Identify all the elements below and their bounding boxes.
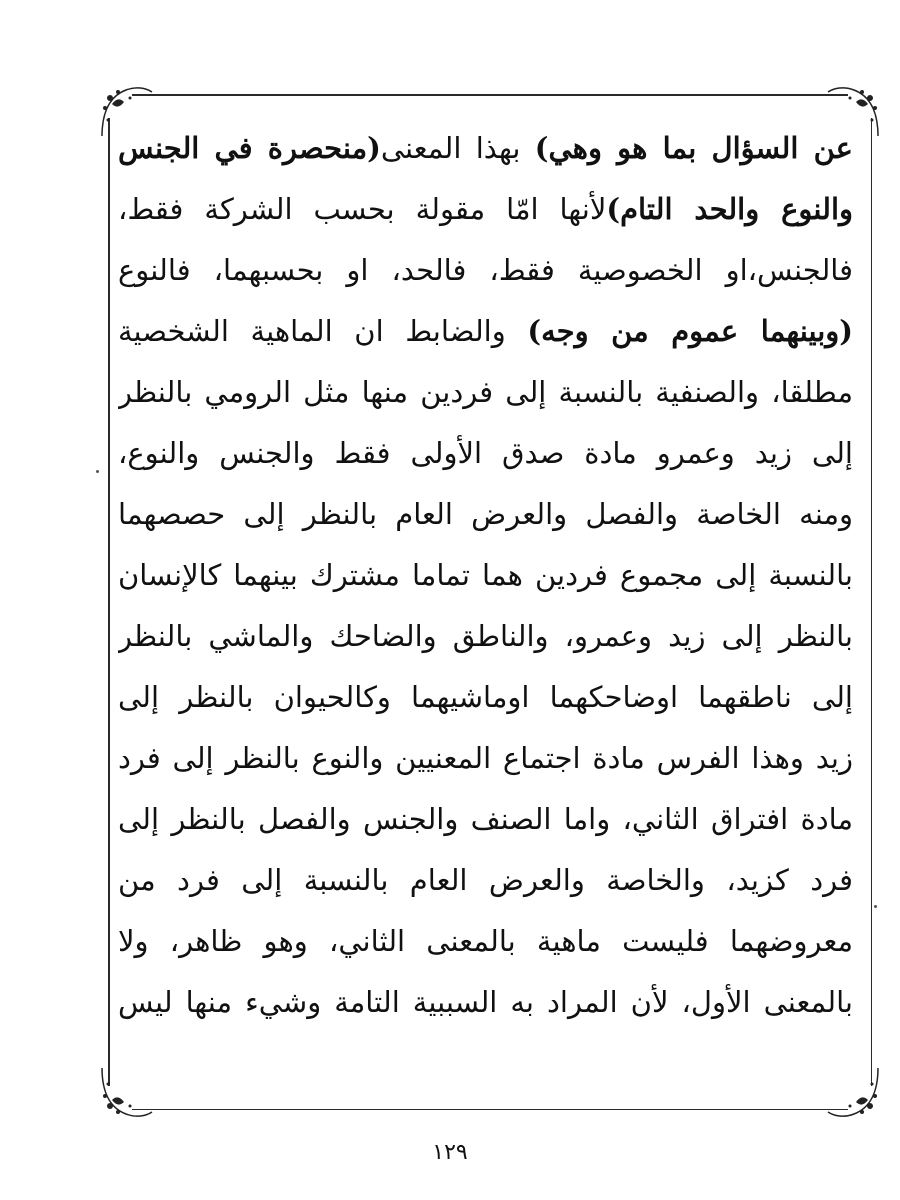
text-segment: لأنها امّا مقولة بحسب الشركة فقط، — [118, 192, 607, 226]
scan-speck — [874, 905, 877, 908]
text-segment: معروضهما فليست ماهية بالمعنى الثاني، وهو ظاهر، ولا — [118, 924, 853, 958]
text-segment: مادة افتراق الثاني، واما الصنف والجنس والفصل بالنظر إلى — [118, 802, 853, 836]
border-top-line — [132, 94, 848, 96]
page-number: ١٢٩ — [432, 1140, 468, 1165]
text-segment: بالمعنى الأول، لأن المراد به السببية التامة وشيء منها ليس — [118, 985, 853, 1019]
text-line — [118, 911, 853, 972]
text-line — [118, 972, 853, 1033]
text-segment: مطلقا، والصنفية بالنسبة إلى فردين منها مثل الرومي بالنظر — [118, 375, 853, 409]
bold-text-segment: (وبينهما عموم من وجه) — [527, 314, 853, 348]
text-segment: بالنسبة إلى مجموع فردين هما تماما مشترك بينهما كالإنسان — [118, 558, 853, 592]
scan-speck — [96, 470, 99, 473]
text-line — [118, 484, 853, 545]
text-line — [118, 179, 853, 240]
text-segment: إلى زيد وعمرو مادة صدق الأولى فقط والجنس والنوع، — [118, 436, 853, 470]
bold-text-segment: عن السؤال بما هو وهي) — [534, 131, 853, 165]
text-line — [118, 606, 853, 667]
text-line — [118, 850, 853, 911]
text-segment: زيد وهذا الفرس مادة اجتماع المعنيين والنوع بالنظر إلى فرد — [118, 741, 853, 775]
text-segment: فرد كزيد، والخاصة والعرض العام بالنسبة إلى فرد من — [118, 863, 853, 897]
bold-text-segment: (منحصرة في الجنس — [118, 131, 381, 165]
text-segment: والضابط ان الماهية الشخصية — [118, 314, 528, 348]
text-segment: ومنه الخاصة والفصل والعرض العام بالنظر إلى حصصهما — [118, 497, 853, 531]
text-line — [118, 240, 853, 301]
text-line — [118, 362, 853, 423]
text-line — [118, 118, 853, 179]
corner-ornament-bottom-left — [96, 1062, 156, 1122]
text-segment: فالجنس،او الخصوصية فقط، فالحد، او بحسبهما، فالنوع — [118, 253, 853, 287]
text-line — [118, 545, 853, 606]
text-line — [118, 789, 853, 850]
text-segment: إلى ناطقهما اوضاحكهما اوماشيهما وكالحيوان بالنظر إلى — [118, 680, 853, 714]
border-right-line — [871, 118, 873, 1086]
text-segment: بالنظر إلى زيد وعمرو، والناطق والضاحك والماشي بالنظر — [118, 619, 853, 653]
corner-ornament-bottom-right — [824, 1062, 884, 1122]
body-text — [118, 118, 853, 1048]
text-line — [118, 667, 853, 728]
bold-text-segment: والنوع والحد التام) — [606, 192, 853, 226]
text-segment: بهذا المعنى — [380, 131, 535, 165]
border-left-line — [108, 118, 110, 1086]
border-bottom-line — [132, 1109, 848, 1111]
text-line — [118, 423, 853, 484]
text-line — [118, 728, 853, 789]
text-line — [118, 301, 853, 362]
